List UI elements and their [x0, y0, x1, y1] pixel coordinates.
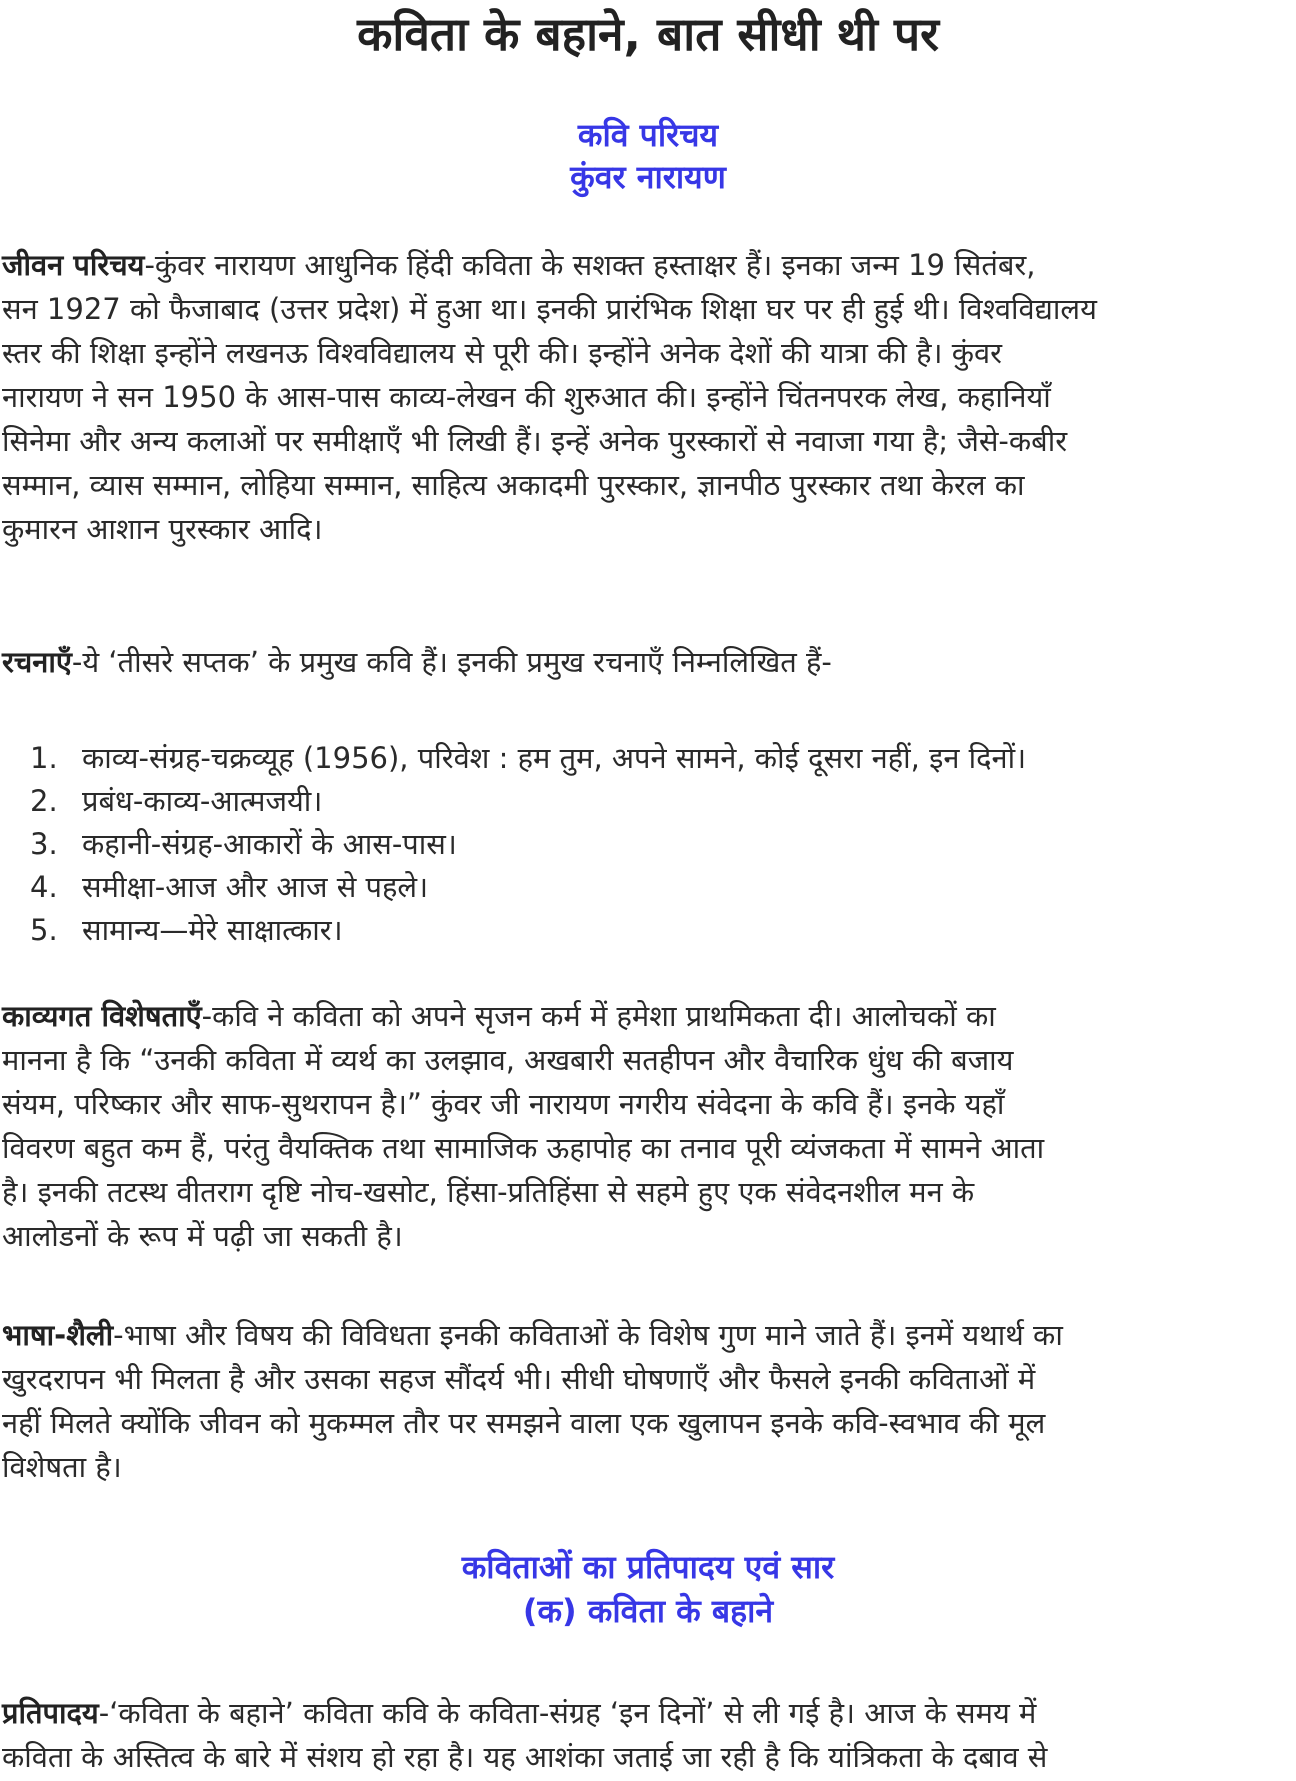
- language-style-paragraph: [2, 1313, 1292, 1489]
- poetic-features-line: आलोडनों के रूप में पढ़ी जा सकती है।: [2, 1219, 403, 1253]
- list-item: 4. समीक्षा-आज और आज से पहले।: [30, 870, 429, 904]
- poems-section-heading: कविताओं का प्रतिपादय एवं सार: [461, 1548, 835, 1586]
- biography-line: सम्मान, व्यास सम्मान, लोहिया सम्मान, साहित्य अकादमी पुरस्कार, ज्ञानपीठ पुरस्कार तथा केरल का: [2, 468, 1025, 502]
- works-intro-paragraph: [2, 640, 1292, 684]
- works-label: रचनाएँ: [2, 645, 72, 679]
- biography-label: जीवन परिचय: [2, 248, 145, 282]
- theme-line: प्रतिपादय-‘कविता के बहाने’ कविता कवि के कविता-संग्रह ‘इन दिनों’ से ली गई है। आज के समय में: [2, 1696, 1037, 1730]
- biography-paragraph: [2, 243, 1292, 551]
- works-list: [30, 737, 1026, 952]
- poetic-features-line: संयम, परिष्कार और साफ-सुथरापन है।” कुंवर जी नारायण नगरीय संवेदना के कवि हैं। इनके यहाँ: [2, 1087, 1005, 1121]
- poetic-features-line: है। इनकी तटस्थ वीतराग दृष्टि नोच-खसोट, हिंसा-प्रतिहिंसा से सहमे हुए एक संवेदनशील मन के: [2, 1175, 975, 1209]
- list-item: 3. कहानी-संग्रह-आकारों के आस-पास।: [30, 827, 457, 861]
- theme-label: प्रतिपादय: [2, 1696, 99, 1730]
- biography-line: जीवन परिचय-कुंवर नारायण आधुनिक हिंदी कविता के सशक्त हस्ताक्षर हैं। इनका जन्म 19 सितंबर,: [2, 248, 1036, 282]
- biography-line: स्तर की शिक्षा इन्होंने लखनऊ विश्वविद्यालय से पूरी की। इन्होंने अनेक देशों की यात्रा की है। कुंवर: [2, 336, 1002, 370]
- poetic-features-line: काव्यगत विशेषताएँ-कवि ने कविता को अपने सृजन कर्म में हमेशा प्राथमिकता दी। आलोचकों का: [2, 999, 996, 1033]
- theme-paragraph: [2, 1691, 1292, 1779]
- poetic-features-line: मानना है कि “उनकी कविता में व्यर्थ का उलझाव, अखबारी सतहीपन और वैचारिक धुंध की बजाय: [2, 1043, 1014, 1077]
- biography-line: सन 1927 को फैजाबाद (उत्तर प्रदेश) में हुआ था। इनकी प्रारंभिक शिक्षा घर पर ही हुई थी। विश्वविद्यालय: [2, 292, 1097, 326]
- list-item: 5. सामान्य—मेरे साक्षात्कार।: [30, 913, 343, 947]
- language-style-line: विशेषता है।: [2, 1450, 122, 1484]
- language-style-line: भाषा-शैली-भाषा और विषय की विविधता इनकी कविताओं के विशेष गुण माने जाते हैं। इनमें यथार्थ का: [2, 1318, 1063, 1352]
- poetic-features-line: विवरण बहुत कम हैं, परंतु वैयक्तिक तथा सामाजिक ऊहापोह का तनाव पूरी व्यंजकता में सामने आता: [2, 1131, 1045, 1165]
- language-style-label: भाषा-शैली: [2, 1318, 114, 1352]
- theme-line: कविता के अस्तित्व के बारे में संशय हो रहा है। यह आशंका जताई जा रही है कि यांत्रिकता के दबाव से: [2, 1740, 1048, 1774]
- biography-line: नारायण ने सन 1950 के आस-पास काव्य-लेखन की शुरुआत की। इन्होंने चिंतनपरक लेख, कहानियाँ: [2, 380, 1051, 414]
- poet-name-heading: कुंवर नारायण: [570, 158, 726, 196]
- poetic-features-label: काव्यगत विशेषताएँ: [2, 999, 202, 1033]
- works-intro-line: रचनाएँ-ये ‘तीसरे सप्तक’ के प्रमुख कवि हैं। इनकी प्रमुख रचनाएँ निम्नलिखित हैं-: [2, 645, 832, 679]
- poetic-features-paragraph: [2, 994, 1292, 1258]
- biography-line: कुमारन आशान पुरस्कार आदि।: [2, 512, 323, 546]
- poet-intro-heading: कवि परिचय: [577, 116, 719, 154]
- page-title: कविता के बहाने, बात सीधी थी पर: [357, 7, 939, 61]
- language-style-line: खुरदरापन भी मिलता है और उसका सहज सौंदर्य भी। सीधी घोषणाएँ और फैसले इनकी कविताओं में: [2, 1362, 1036, 1396]
- list-item: 2. प्रबंध-काव्य-आत्मजयी।: [30, 784, 323, 818]
- list-item: 1. काव्य-संग्रह-चक्रव्यूह (1956), परिवेश : हम तुम, अपने सामने, कोई दूसरा नहीं, इन दिनों।: [30, 741, 1027, 775]
- language-style-line: नहीं मिलते क्योंकि जीवन को मुकम्मल तौर पर समझने वाला एक खुलापन इनके कवि-स्वभाव की मूल: [2, 1406, 1046, 1440]
- poem-subheading: (क) कविता के बहाने: [522, 1592, 774, 1630]
- biography-line: सिनेमा और अन्य कलाओं पर समीक्षाएँ भी लिखी हैं। इन्हें अनेक पुरस्कारों से नवाजा गया है; जैसे-कबीर: [2, 424, 1068, 458]
